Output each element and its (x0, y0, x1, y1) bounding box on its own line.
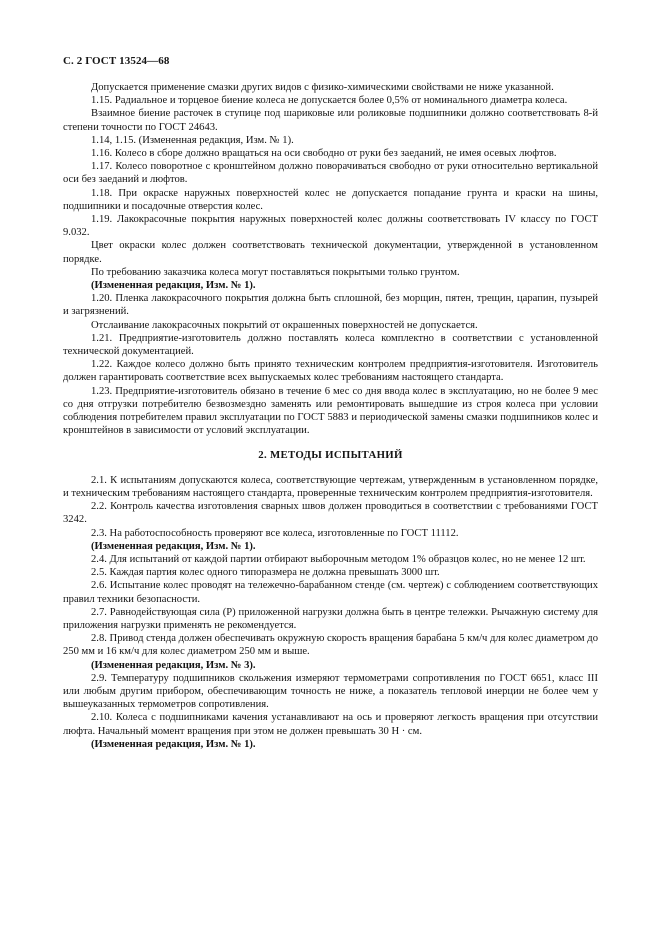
paragraph: 1.22. Каждое колесо должно быть принято техническим контролем предприятия-изготовителя. Изготовитель должен гарантировать соответствие всех выпускаемых колес требованиям настоящего стандарта. (63, 359, 598, 384)
paragraph: (Измененная редакция, Изм. № 1). (91, 280, 256, 292)
paragraph: 1.19. Лакокрасочные покрытия наружных поверхностей колес должны соответствовать IV классу по ГОСТ 9.032. (63, 214, 598, 239)
paragraph: 2.1. К испытаниям допускаются колеса, соответствующие чертежам, утвержденным в установленном порядке, и техническим требованиям настоящего стандарта, проверенные техническим контролем предприятия-изготовителя. (63, 474, 598, 499)
section-1-text (63, 81, 598, 437)
document-body (63, 81, 598, 751)
paragraph: 1.17. Колесо поворотное с кронштейном должно поворачиваться свободно от руки относительно вертикальной оси без заеданий и люфтов. (63, 161, 598, 186)
paragraph: 2.6. Испытание колес проводят на тележечно-барабанном стенде (см. чертеж) с соблюдением соответствующих правил техники безопасности. (63, 580, 598, 605)
section-title: 2. МЕТОДЫ ИСПЫТАНИЙ (258, 449, 403, 462)
paragraph: 2.3. На работоспособность проверяют все колеса, изготовленные по ГОСТ 11112. (91, 527, 459, 539)
paragraph: 1.16. Колесо в сборе должно вращаться на оси свободно от руки без заеданий, не имея осевых люфтов. (91, 148, 557, 160)
paragraph: Цвет окраски колес должен соответствовать технической документации, утвержденной в установленном порядке. (63, 240, 598, 265)
paragraph: Допускается применение смазки других видов с физико-химическими свойствами не ниже указанной. (91, 82, 554, 93)
paragraph: 2.5. Каждая партия колес одного типоразмера не должна превышать 3000 шт. (91, 567, 440, 579)
page-header: С. 2 ГОСТ 13524—68 (63, 55, 170, 67)
paragraph: 2.7. Равнодействующая сила (P) приложенной нагрузки должна быть в центре тележки. Рычажную систему для приложения нагрузки применять не рекомендуется. (63, 606, 598, 631)
paragraph: 1.23. Предприятие-изготовитель обязано в течение 6 мес со дня ввода колес в эксплуатацию, но не более 9 мес со дня отгрузки потребителю безвозмездно заменять или ремонтировать вышедшие из строя колеса при условии соблюдения потребителем правил эксплуатации по ГОСТ 5883 и периодической замены смазки подшипников колес и кронштейнов в зависимости от условий эксплуатации. (63, 385, 598, 437)
paragraph: 1.15. Радиальное и торцевое биение колеса не допускается более 0,5% от номинального диаметра колеса. (91, 95, 568, 107)
paragraph: 2.4. Для испытаний от каждой партии отбирают выборочным методом 1% образцов колес, но не менее 12 шт. (91, 553, 586, 565)
paragraph: 2.8. Привод стенда должен обеспечивать окружную скорость вращения барабана 5 км/ч для колес диаметром до 250 мм и 16 км/ч для колес диаметром 250 мм и выше. (63, 633, 598, 658)
paragraph: 1.14, 1.15. (Измененная редакция, Изм. № 1). (91, 134, 294, 146)
paragraph: Взаимное биение расточек в ступице под шариковые или роликовые подшипники должно соответствовать 8-й степени точности по ГОСТ 24643. (63, 108, 598, 133)
paragraph: 2.10. Колеса с подшипниками качения устанавливают на ось и проверяют легкость вращения при отсутствии люфта. Начальный момент вращения при этом не должен превышать 30 Н · см. (63, 712, 598, 737)
section-2-text (63, 474, 598, 751)
paragraph: Отслаивание лакокрасочных покрытий от окрашенных поверхностей не допускается. (91, 319, 478, 331)
paragraph: (Измененная редакция, Изм. № 3). (91, 659, 256, 671)
paragraph: (Измененная редакция, Изм. № 1). (91, 540, 256, 552)
paragraph: 2.9. Температуру подшипников скольжения измеряют термометрами сопротивления по ГОСТ 6651, класс III или любым другим прибором, обеспечивающим точность не ниже, а показатель тепловой инерции не более чем у вышеуказанных термометров сопротивления. (63, 672, 598, 711)
paragraph: 1.18. При окраске наружных поверхностей колес не допускается попадание грунта и краски на шины, подшипники и посадочные отверстия колес. (63, 187, 598, 212)
paragraph: 1.20. Пленка лакокрасочного покрытия должна быть сплошной, без морщин, пятен, трещин, царапин, пузырей и загрязнений. (63, 293, 598, 318)
paragraph: (Измененная редакция, Изм. № 1). (91, 738, 256, 750)
paragraph: 1.21. Предприятие-изготовитель должно поставлять колеса комплектно в соответствии с установленной технической документацией. (63, 332, 598, 358)
paragraph: 2.2. Контроль качества изготовления сварных швов должен проводиться в соответствии с требованиями ГОСТ 3242. (63, 501, 598, 526)
paragraph: По требованию заказчика колеса могут поставляться покрытыми только грунтом. (91, 266, 460, 278)
